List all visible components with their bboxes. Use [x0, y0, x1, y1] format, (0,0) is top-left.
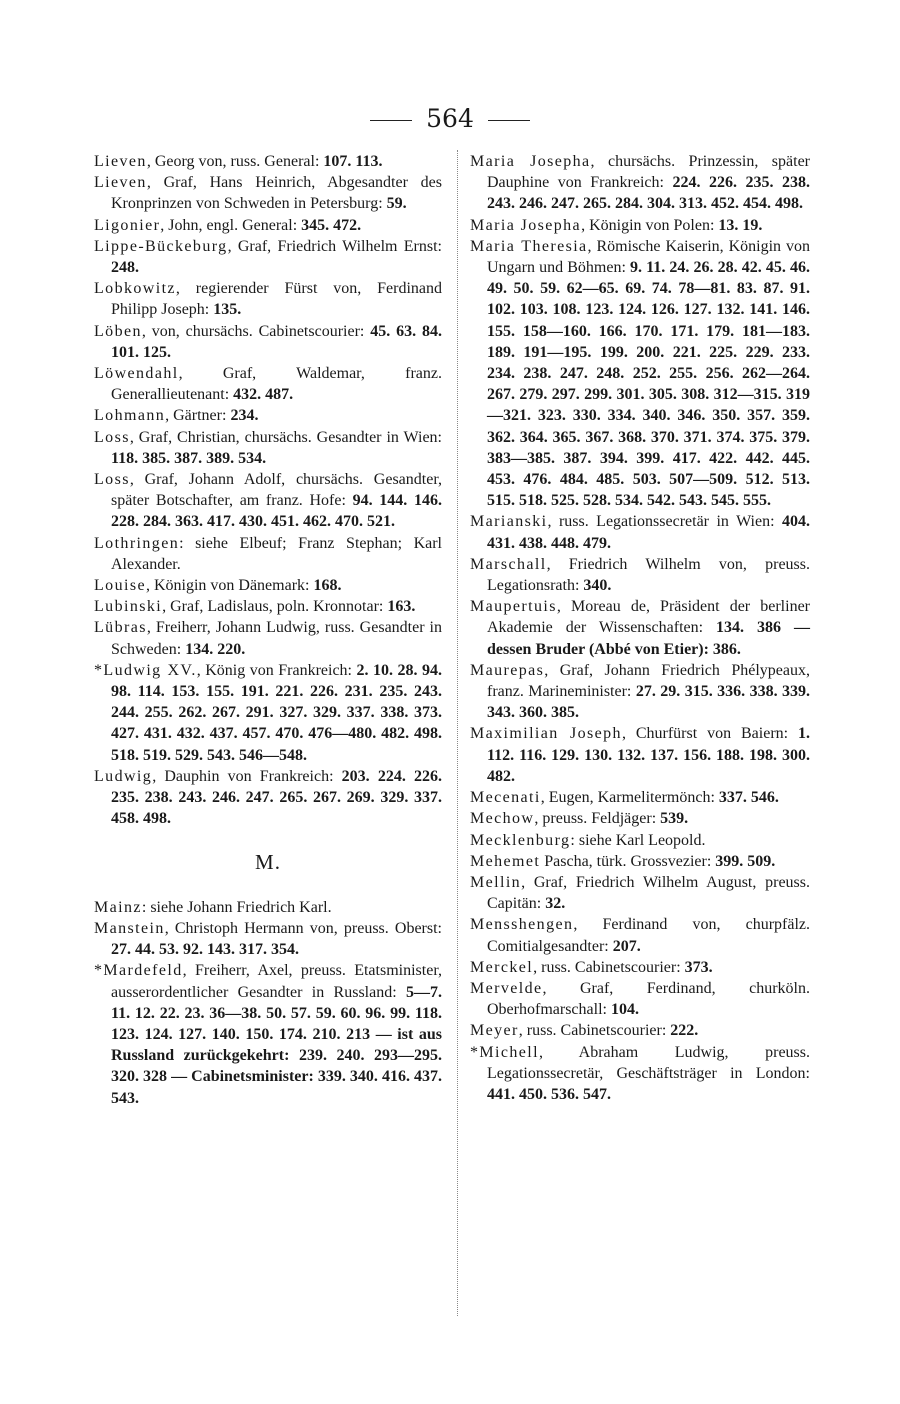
- entry-description: , Moreau de, Präsident der berliner Akademie der Wissenschaften:: [487, 598, 810, 637]
- entry-name: Löwendahl: [94, 365, 179, 383]
- entry-page-refs: 5—7. 11. 12. 22. 23. 36—38. 50. 57. 59. 60. 96. 99. 118. 123. 124. 127. 140. 150. 174. 210. 213 — ist aus Russland zurückgekehrt: 239. 240. 293—295. 320. 328 — Cabinetsminister: 339. 340. 416. 437. 543.: [111, 983, 443, 1107]
- index-entry: [470, 1020, 810, 1041]
- entry-page-refs: 32.: [541, 895, 566, 913]
- entry-page-refs: 27. 29. 315. 336. 338. 339. 343. 360. 385.: [487, 683, 811, 722]
- index-entry: [470, 511, 810, 553]
- entry-description: , Friedrich Wilhelm von, preuss. Legationsrath:: [487, 555, 810, 595]
- entry-description: , Graf, Friedrich Wilhelm August, preuss. Capitän:: [487, 873, 810, 913]
- index-entry: [470, 978, 810, 1020]
- entry-name: Mensshengen: [470, 916, 574, 934]
- entry-description: , russ. Cabinetscourier:: [518, 1022, 667, 1040]
- entry-description: , preuss. Feldjäger:: [534, 810, 657, 828]
- entry-name: Maupertuis: [470, 598, 557, 616]
- index-entry: [470, 596, 810, 660]
- index-entry: [94, 405, 442, 426]
- entry-description: , Freiherr, Axel, preuss. Etatsminister, ausserordentlicher Gesandter in Russland:: [111, 962, 442, 1001]
- entry-page-refs: 118. 385. 387. 389. 534.: [111, 449, 267, 467]
- entry-page-refs: 203. 224. 226. 235. 238. 243. 246. 247. 265. 267. 269. 329. 337. 458. 498.: [111, 767, 442, 828]
- index-entry: [470, 787, 810, 808]
- entry-page-refs: 404. 431. 438. 448. 479.: [487, 513, 811, 552]
- entry-page-refs: 539.: [656, 810, 689, 828]
- entry-page-refs: 45. 63. 84. 101. 125.: [111, 322, 443, 361]
- entry-description: , Christoph Hermann von, preuss. Oberst:: [164, 919, 442, 937]
- index-entry: [94, 533, 442, 575]
- page-number: 564: [426, 104, 474, 133]
- index-list-right: [470, 151, 810, 1105]
- entry-page-refs: 432. 487.: [229, 386, 294, 404]
- index-entry: [470, 851, 810, 872]
- entry-description: , Gärtner:: [165, 407, 227, 425]
- index-entry: [470, 215, 810, 236]
- entry-description: , Abraham Ludwig, preuss. Legationssecretär, Geschäftsträger in London:: [487, 1043, 810, 1082]
- entry-name: *Mardefeld: [94, 962, 183, 980]
- entry-page-refs: 345. 472.: [297, 216, 362, 234]
- entry-description: , Graf, Johann Friedrich Phélypeaux, franz. Marineminister:: [487, 661, 810, 701]
- entry-name: Lieven: [94, 153, 147, 170]
- entry-name: Ludwig: [94, 767, 153, 785]
- entry-name: Lippe-Bückeburg: [94, 237, 228, 255]
- left-column: [94, 151, 442, 1109]
- entry-description: , Graf, Waldemar, franz. Generallieutenant:: [111, 365, 442, 404]
- entry-name: Mecklenburg: [470, 831, 571, 849]
- entry-page-refs: 107. 113.: [319, 153, 383, 170]
- entry-name: *Michell: [470, 1043, 539, 1061]
- entry-description: : siehe Elbeuf; Franz Stephan; Karl Alexander.: [111, 534, 442, 573]
- entry-name: Meyer: [470, 1022, 519, 1040]
- entry-description: , Eugen, Karmelitermönch:: [540, 789, 715, 807]
- entry-page-refs: 59.: [382, 195, 407, 213]
- entry-name: Mainz: [94, 898, 142, 916]
- entry-name: Marianski: [470, 513, 548, 531]
- entry-name: Mecenati: [470, 789, 541, 807]
- entry-page-refs: 441. 450. 536. 547.: [487, 1085, 611, 1103]
- entry-description: , Graf, Ladislaus, poln. Kronnotar:: [162, 598, 384, 616]
- index-entry: [470, 872, 810, 914]
- index-entry: [470, 808, 810, 829]
- entry-page-refs: 340.: [579, 577, 612, 595]
- entry-description: : siehe Johann Friedrich Karl.: [141, 898, 332, 916]
- entry-page-refs: 337. 546.: [714, 789, 779, 807]
- entry-page-refs: 134. 386 — dessen Bruder (Abbé von Etier): 386.: [487, 619, 810, 658]
- entry-page-refs: 168.: [309, 577, 342, 595]
- index-list-m: [94, 897, 442, 1109]
- index-entry: [94, 321, 442, 363]
- entry-description: , Georg von, russ. General:: [146, 153, 320, 170]
- entry-description: , russ. Legationssecretär in Wien:: [547, 513, 775, 531]
- entry-description: , John, engl. General:: [160, 216, 298, 234]
- entry-name: Mellin: [470, 873, 522, 891]
- entry-description: , regierender Fürst von, Ferdinand Philipp Joseph:: [111, 280, 442, 319]
- entry-page-refs: 13. 19.: [714, 216, 763, 234]
- entry-page-refs: 1. 112. 116. 129. 130. 132. 137. 156. 188. 198. 300. 482.: [487, 725, 811, 785]
- index-entry: [94, 897, 442, 918]
- entry-page-refs: 399. 509.: [711, 852, 776, 870]
- entry-page-refs: 222.: [666, 1022, 699, 1040]
- entry-description: , König von Frankreich:: [196, 661, 352, 679]
- index-entry: [94, 469, 442, 533]
- index-entry: [94, 236, 442, 278]
- index-entry: [470, 830, 810, 851]
- index-entry: [470, 660, 810, 724]
- entry-description: , Churfürst von Baiern:: [621, 725, 789, 743]
- entry-name: Louise: [94, 577, 146, 595]
- entry-name: Lübras: [94, 619, 147, 637]
- entry-name: Maurepas: [470, 661, 545, 679]
- entry-name: Loss: [94, 428, 130, 446]
- section-heading: M.: [255, 849, 281, 874]
- index-entry: [94, 766, 442, 830]
- entry-description: , Königin von Dänemark:: [145, 577, 310, 595]
- header-dash-left: [370, 120, 412, 121]
- entry-name: Lubinski: [94, 598, 163, 616]
- index-entry: [94, 278, 442, 320]
- entry-description: , Graf, Hans Heinrich, Abgesandter des Kronprinzen von Schweden in Petersburg:: [111, 174, 442, 213]
- index-entry: [94, 660, 442, 766]
- entry-name: Löben: [94, 322, 142, 340]
- entry-name: Maria Theresia: [470, 237, 588, 255]
- entry-name: Lothringen: [94, 534, 180, 552]
- entry-name: Merckel: [470, 958, 534, 976]
- entry-name: Lobkowitz: [94, 280, 176, 298]
- page-header: [0, 104, 900, 134]
- entry-name: Maximilian Joseph: [470, 725, 622, 743]
- index-entry: [94, 215, 442, 236]
- entry-description: , Königin von Polen:: [581, 216, 715, 234]
- index-list-l: [94, 151, 442, 830]
- entry-description: , Römische Kaiserin, Königin von Ungarn und Böhmen:: [487, 237, 810, 277]
- index-entry: [470, 957, 810, 978]
- entry-page-refs: 207.: [608, 937, 641, 955]
- entry-page-refs: 163.: [383, 598, 416, 616]
- entry-page-refs: 9. 11. 24. 26. 28. 42. 45. 46. 49. 50. 59. 62—65. 69. 74. 78—81. 83. 87. 91. 102. 103. 108. 123. 124. 126. 127. 132. 141. 146. 155. 158—160. 166. 170. 171. 179. 181—183. 189. 191—195. 199. 200. 221. 225. 229. 233. 234. 238. 247. 248. 252. 255. 256. 262—264. 267. 279. 297. 299. 301. 305. 308. 312—315. 319—321. 323. 330. 334. 340. 346. 350. 357. 359. 362. 364. 365. 367. 368. 370. 371. 374. 375. 379. 383—385. 387. 394. 399. 417. 422. 442. 445. 453. 476. 484. 485. 503. 507—509. 512. 513. 515. 518. 525. 528. 534. 542. 543. 545. 555.: [487, 259, 810, 510]
- entry-name: Lieven: [94, 174, 147, 192]
- entry-description: , Graf, Johann Adolf, chursächs. Gesandter, später Botschafter, am franz. Hofe:: [111, 471, 442, 510]
- index-entry: [470, 914, 810, 956]
- entry-page-refs: 27. 44. 53. 92. 143. 317. 354.: [111, 941, 299, 959]
- entry-description: , Ferdinand von, churpfälz. Comitialgesandter:: [487, 916, 810, 955]
- index-entry: [470, 723, 810, 787]
- entry-page-refs: 248.: [111, 259, 139, 277]
- index-entry: [94, 596, 442, 617]
- header-dash-right: [488, 120, 530, 121]
- entry-name: Manstein: [94, 919, 165, 937]
- entry-page-refs: 94. 144. 146. 228. 284. 363. 417. 430. 451. 462. 470. 521.: [111, 492, 442, 531]
- index-entry: [94, 172, 442, 214]
- entry-description: , Graf, Friedrich Wilhelm Ernst:: [227, 237, 442, 255]
- index-entry: [94, 427, 442, 469]
- entry-name: *Ludwig XV.: [94, 661, 197, 679]
- entry-name: Maria Josepha: [470, 153, 591, 170]
- entry-description: , chursächs. Prinzessin, später Dauphine von Frankreich:: [487, 153, 810, 192]
- entry-page-refs: 224. 226. 235. 238. 243. 246. 247. 265. 284. 304. 313. 452. 454. 498.: [487, 174, 810, 213]
- index-entry: [94, 363, 442, 405]
- right-column: [470, 151, 810, 1105]
- index-entry: [470, 151, 810, 215]
- entry-description: : siehe Karl Leopold.: [570, 831, 706, 849]
- entry-name: Mehemet: [470, 852, 541, 870]
- entry-name: Ligonier: [94, 216, 161, 234]
- entry-description: , russ. Cabinetscourier:: [533, 958, 681, 976]
- entry-page-refs: 2. 10. 28. 94. 98. 114. 153. 155. 191. 221. 226. 231. 235. 243. 244. 255. 262. 267. 291. 327. 329. 337. 338. 373. 427. 431. 432. 437. 457. 470. 476—480. 482. 498. 518. 519. 529. 543. 546—548.: [111, 661, 443, 764]
- index-entry: [94, 151, 442, 172]
- entry-name: Mervelde: [470, 979, 543, 997]
- entry-description: , Dauphin von Frankreich:: [152, 767, 334, 785]
- entry-page-refs: 373.: [680, 958, 713, 976]
- entry-page-refs: 234.: [226, 407, 259, 425]
- column-divider: [457, 150, 458, 1316]
- entry-name: Loss: [94, 471, 130, 489]
- entry-description: , Graf, Christian, chursächs. Gesandter in Wien:: [129, 428, 442, 446]
- entry-page-refs: 104.: [606, 1001, 639, 1019]
- entry-description: , von, chursächs. Cabinetscourier:: [141, 322, 365, 340]
- entry-description: , Freiherr, Johann Ludwig, russ. Gesandter in Schweden:: [111, 619, 442, 658]
- entry-name: Maria Josepha: [470, 216, 582, 234]
- index-entry: [470, 554, 810, 596]
- index-entry: [94, 918, 442, 960]
- entry-page-refs: 134. 220.: [181, 640, 246, 658]
- index-entry: [94, 575, 442, 596]
- entry-page-refs: 135.: [209, 301, 242, 319]
- entry-description: Pascha, türk. Grossvezier:: [540, 852, 712, 870]
- entry-name: Marschall: [470, 555, 547, 573]
- entry-description: , Graf, Ferdinand, churköln. Oberhofmarschall:: [487, 979, 810, 1019]
- entry-name: Mechow: [470, 810, 535, 828]
- index-entry: [94, 617, 442, 659]
- index-entry: [470, 236, 810, 512]
- index-entry: [94, 960, 442, 1108]
- entry-name: Lohmann: [94, 407, 166, 425]
- index-entry: [470, 1042, 810, 1106]
